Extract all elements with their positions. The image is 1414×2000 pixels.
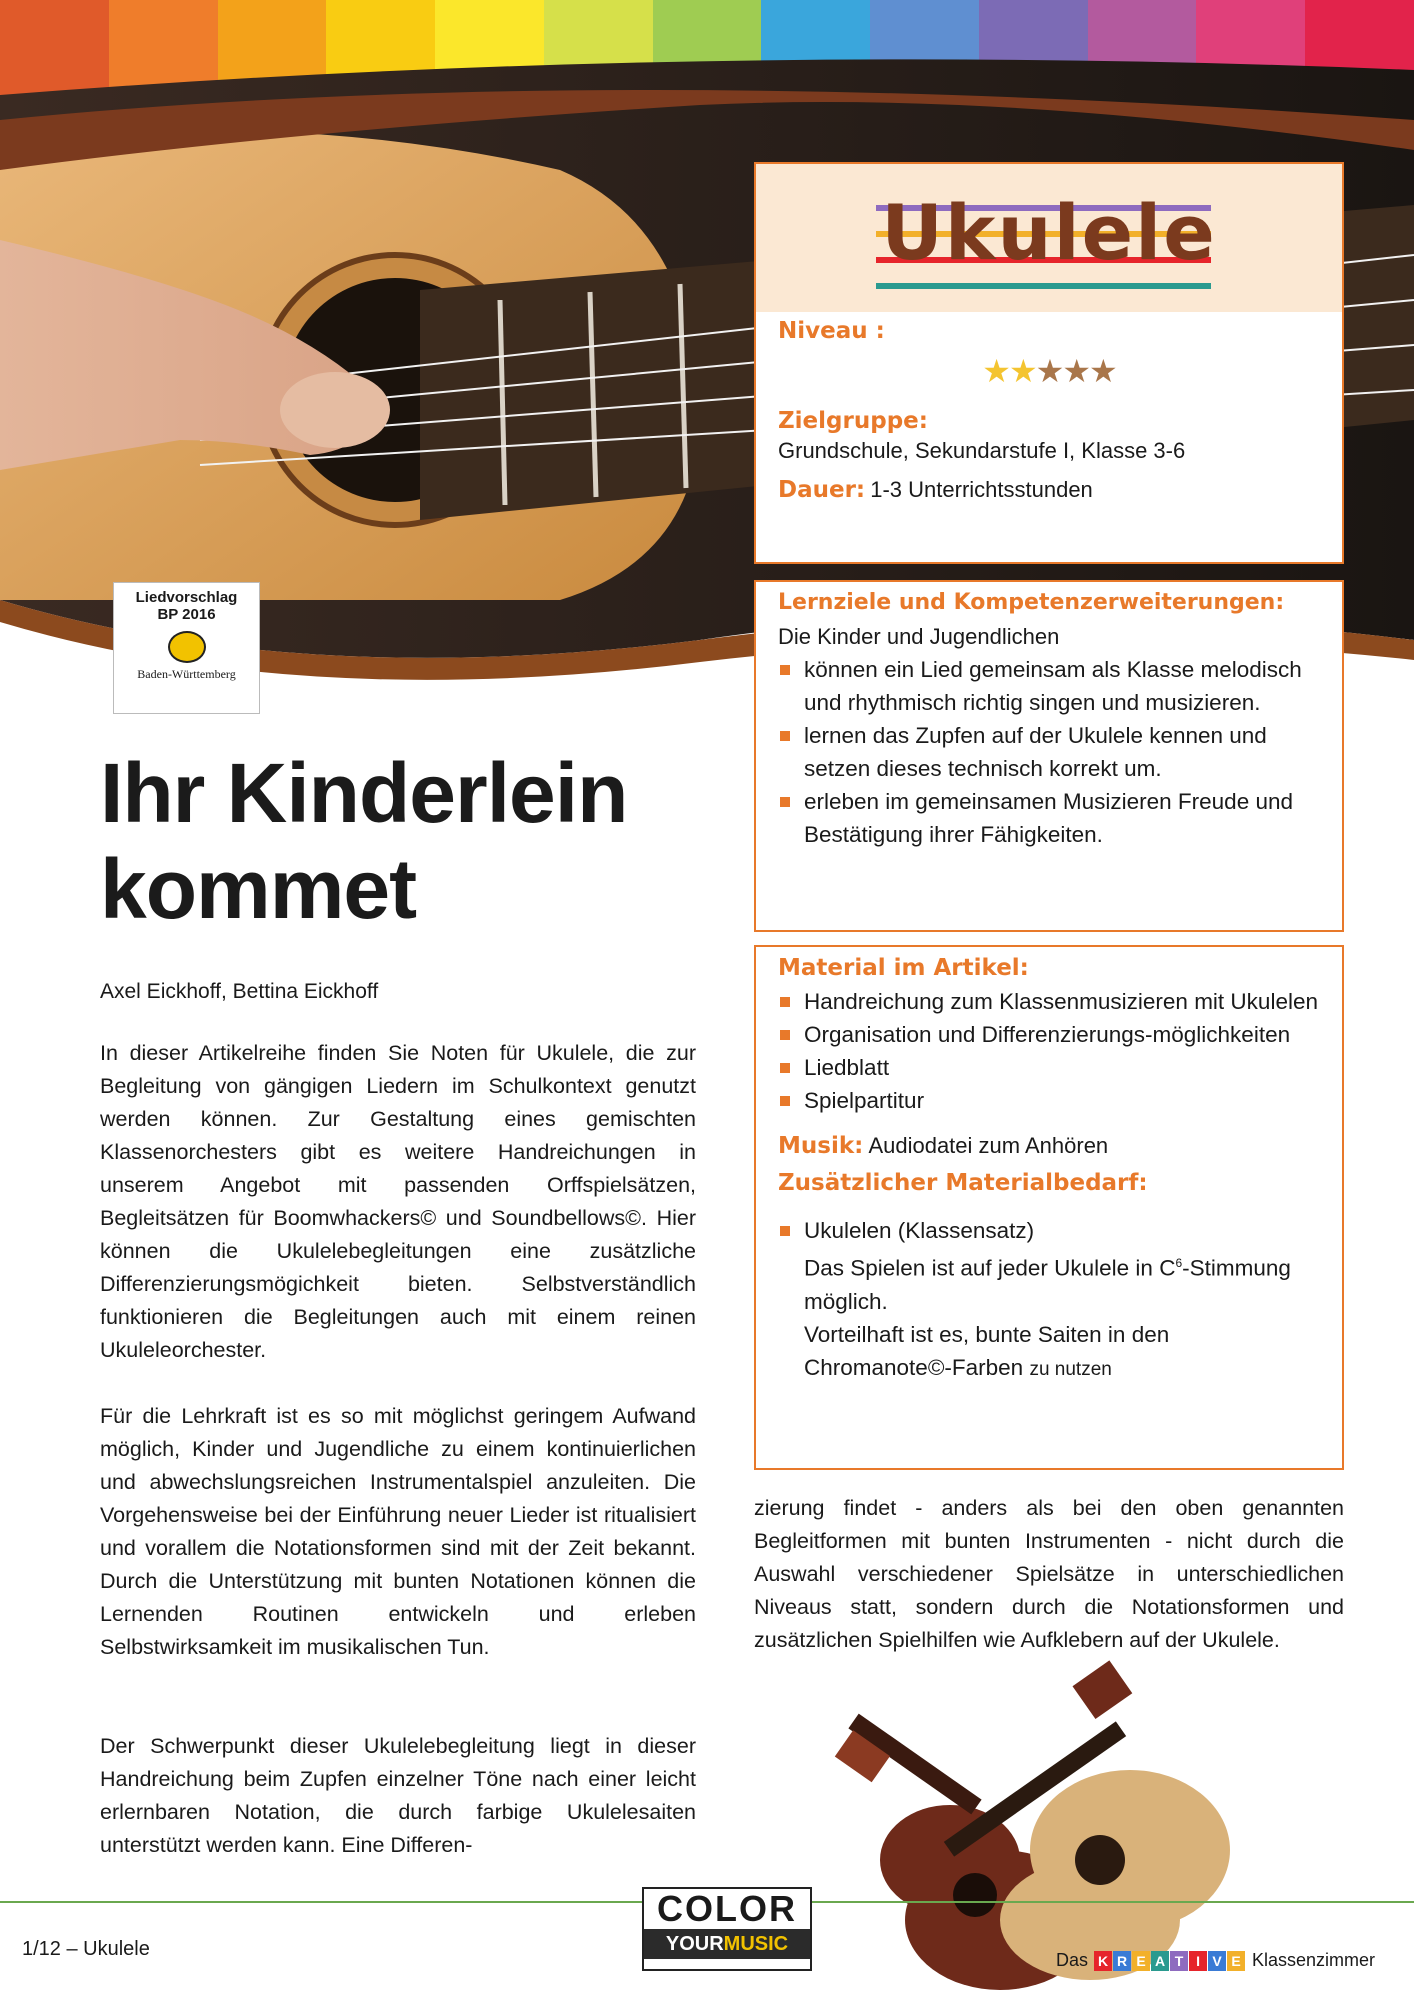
cym-music: MUSIC — [723, 1933, 789, 1955]
logo-text: Ukulele — [881, 188, 1217, 277]
musik-value: Audiodatei zum Anhören — [868, 1133, 1109, 1158]
dauer-label: Dauer: — [778, 477, 866, 503]
zielgruppe-value: Grundschule, Sekundarstufe I, Klasse 3-6 — [778, 438, 1186, 463]
material-box — [754, 945, 1344, 1470]
ukuleles-illustration — [800, 1660, 1260, 1990]
zusatz-sup: 6 — [1175, 1256, 1183, 1270]
title-line1: Ihr Kinderlein — [100, 746, 628, 840]
cym-line1: COLOR — [657, 1888, 797, 1929]
lernziele-heading: Lernziele und Kompetenzerweiterungen: — [778, 590, 1285, 615]
kk-tail: Klassenzimmer — [1252, 1950, 1376, 1970]
level-stars — [778, 352, 1320, 392]
list-item: Liedblatt — [778, 1051, 1320, 1084]
material-heading: Material im Artikel: — [778, 955, 1029, 981]
musik-label: Musik: — [778, 1133, 864, 1159]
curriculum-badge — [113, 582, 260, 714]
list-item: Spielpartitur — [778, 1084, 1320, 1117]
body-paragraph-2: Für die Lehrkraft ist es so mit möglichst geringem Aufwand möglich, Kinder und Jugendliche zu einem kontinuierlichen und abwechslungsreichen Instrumentalspiel anzuleiten. Die Vorgehensweise bei der Einführung neuer Lieder ist ritualisiert und vorallem die Notationsformen sind mit der Zeit bekannt. Durch die Unterstützung mit bunten Notationen können die Lernenden Routinen entwickeln und erleben Selbstwirksamkeit im musikalischen Tun. — [100, 1404, 696, 1659]
cym-line2 — [644, 1929, 810, 1959]
zusatz-item-title: Ukulelen (Klassensatz) — [804, 1218, 1035, 1243]
niveau-label: Niveau : — [778, 318, 885, 344]
badge-line2: BP 2016 — [157, 606, 216, 623]
list-item: lernen das Zupfen auf der Ukulele kennen und setzen dieses technisch korrekt um. — [778, 719, 1320, 785]
color-your-music-logo — [642, 1887, 812, 1971]
list-item: können ein Lied gemeinsam als Klasse melodisch und rhythmisch richtig singen und musizieren. — [778, 653, 1320, 719]
list-item: Handreichung zum Klassenmusizieren mit Ukulelen — [778, 985, 1320, 1018]
authors: Axel Eickhoff, Bettina Eickhoff — [100, 980, 379, 1003]
body-paragraph-4: zierung findet - anders als bei den oben genannten Begleitformen mit bunten Instrumenten - nicht durch die Auswahl verschiedener Spielsätze in unterschiedlichen Niveaus statt, sondern durch die Notationsformen und zusätzlichen Spielhilfen wie Aufklebern auf der Ukulele. — [754, 1496, 1344, 1652]
page-number: 1/12 – Ukulele — [22, 1938, 150, 1960]
lernziele-list — [778, 653, 1320, 851]
page-title — [100, 745, 627, 937]
kk-word-tiles: K R E A T I V E — [1094, 1950, 1246, 1971]
zusatz-heading: Zusätzlicher Materialbedarf: — [778, 1170, 1148, 1196]
kreative-klassenzimmer-logo — [1056, 1950, 1375, 1971]
zusatz-pre: Das Spielen ist auf jeder Ukulele in C — [804, 1255, 1176, 1281]
lernziele-box — [754, 580, 1344, 932]
material-list — [778, 985, 1320, 1117]
kk-das: Das — [1056, 1950, 1089, 1970]
zusatz-post: -Stimmung möglich. — [804, 1255, 1291, 1314]
star-filled-icon: ★ — [1008, 352, 1036, 390]
zusatz-small: zu nutzen — [1029, 1358, 1112, 1380]
dauer-value: 1-3 Unterrichtsstunden — [870, 477, 1093, 502]
coat-of-arms-icon — [168, 631, 206, 663]
zusatz-line3: Vorteilhaft ist es, bunte Saiten in den Chromanote©-Farben — [804, 1321, 1170, 1380]
star-empty-icon: ★ — [1035, 352, 1063, 390]
star-filled-icon: ★ — [982, 352, 1009, 390]
list-item: erleben im gemeinsamen Musizieren Freude und Bestätigung ihrer Fähigkeiten. — [778, 785, 1320, 851]
ukulele-logo — [756, 164, 1342, 312]
zusatz-list — [778, 1214, 1320, 1386]
badge-line1: Liedvorschlag — [135, 589, 238, 606]
cym-your: YOUR — [665, 1933, 724, 1955]
lernziele-intro: Die Kinder und Jugendlichen — [778, 624, 1060, 649]
title-line2: kommet — [100, 842, 417, 936]
list-item — [778, 1214, 1320, 1386]
list-item: Organisation und Differenzierungs-möglichkeiten — [778, 1018, 1320, 1051]
star-empty-icon: ★ — [1089, 352, 1116, 390]
badge-line3: Baden-Württemberg — [137, 667, 236, 681]
info-box — [754, 162, 1344, 564]
zielgruppe-label: Zielgruppe: — [778, 408, 928, 434]
body-paragraph-3: Der Schwerpunkt dieser Ukulelebegleitung liegt in dieser Handreichung beim Zupfen einzelner Töne nach einer leicht erlernbaren Notation, die durch farbige Ukulelesaiten unterstützt werden kann. Eine Differen- — [100, 1734, 696, 1857]
body-paragraph-1: In dieser Artikelreihe finden Sie Noten für Ukulele, die zur Begleitung von gängigen Liedern im Schulkontext genutzt werden können. Zur Gestaltung eines gemischten Klassenorchesters gibt es weitere Handreichungen in unserem Angebot mit passenden Orffspielsätzen, Begleitsätzen für Boomwhackers© und Soundbellows©. Hier können die Ukulelebegleitungen eine zusätzliche Differenzierungsmögichkeit bieten. Selbstverständlich funktionieren die Begleitungen auch mit einem reinen Ukuleleorchester. — [100, 1041, 696, 1362]
star-empty-icon: ★ — [1062, 352, 1090, 390]
